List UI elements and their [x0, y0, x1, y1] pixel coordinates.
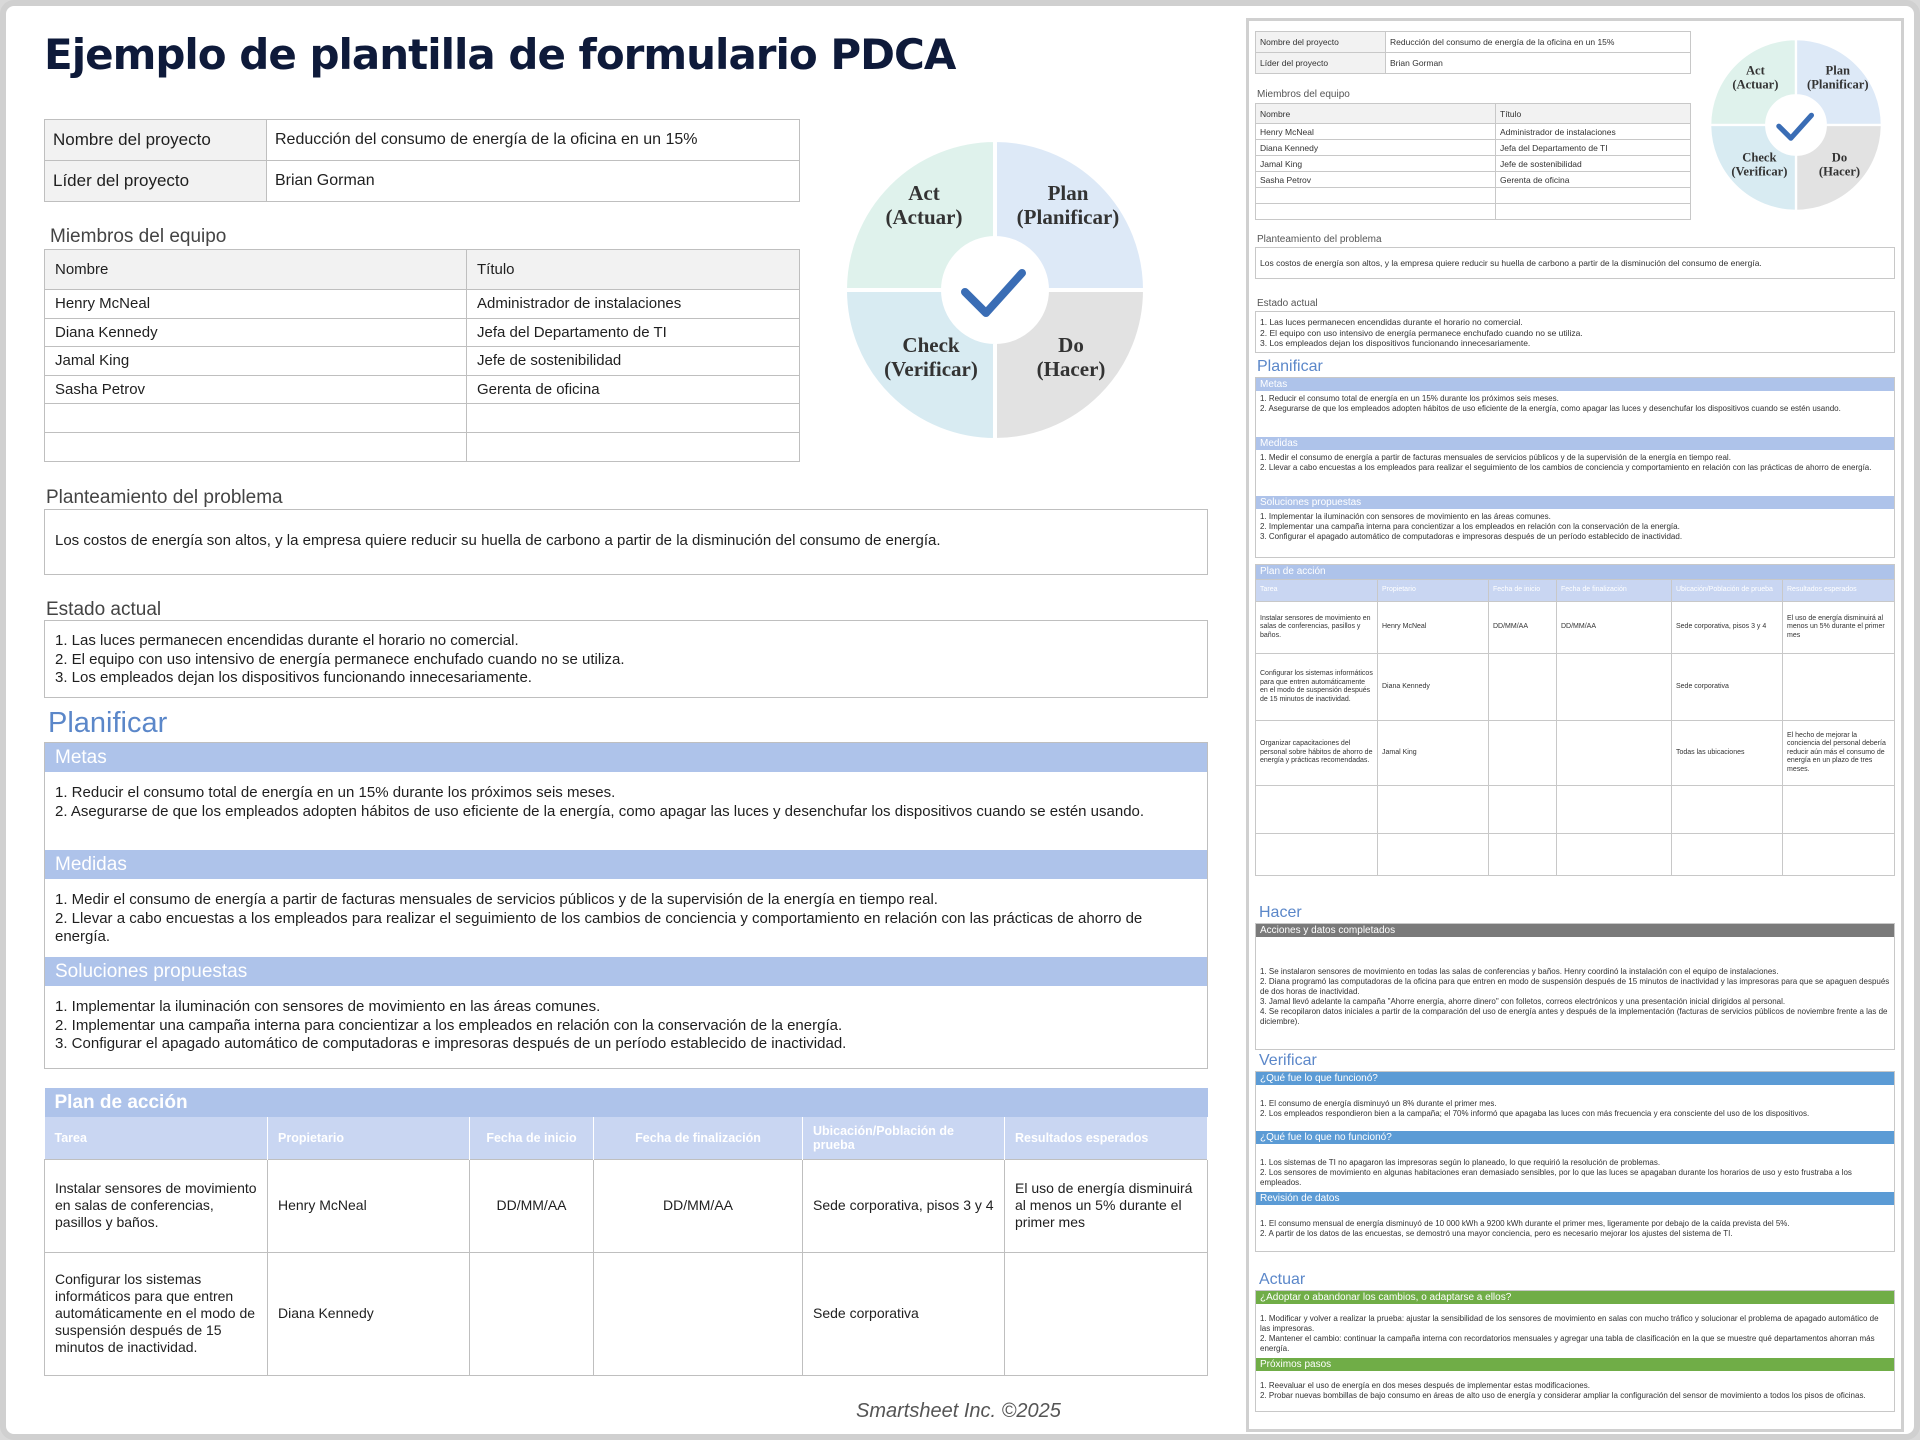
thumb-wheel-do-sub: (Hacer)	[1818, 164, 1861, 179]
thumb-project-lead-value: Brian Gorman	[1386, 53, 1691, 74]
team-col-name: Nombre	[45, 250, 467, 290]
action-end[interactable]	[594, 1252, 803, 1375]
thumb-action-task: Configurar los sistemas informáticos para que entren automáticamente en el modo de suspensión después de 15 minutos de inactividad.	[1256, 654, 1378, 721]
solutions-list	[55, 998, 1197, 1054]
solutions-header: Soluciones propuestas	[45, 957, 1207, 986]
list-item: 2. A partir de los datos de las encuestas, se demostró una mayor conciencia, pero es necesario mejorar los ajustes del sistema de TI.	[1260, 1229, 1733, 1238]
list-item: 1. Los sistemas de TI no apagaron las impresoras según lo planeado, lo que requirió la resolución de problemas.	[1260, 1158, 1661, 1167]
thumb-member-name: Diana Kennedy	[1256, 140, 1496, 156]
table-row	[45, 375, 800, 404]
action-col-owner: Propietario	[268, 1117, 470, 1159]
list-item: 2. Implementar una campaña interna para concientizar a los empleados en relación con la conservación de la energía.	[1260, 522, 1680, 531]
list-item: 1. Las luces permanecen encendidas durante el horario no comercial.	[1260, 317, 1523, 327]
thumb-wheel-act-label: Act	[1745, 63, 1765, 78]
list-item: 2. Probar nuevas bombillas de bajo consumo en áreas de alto uso de energía y considerar ampliar la configuración del sensor de movimiento a todos los pisos de oficinas.	[1260, 1391, 1866, 1400]
thumb-team-label: Miembros del equipo	[1257, 89, 1350, 100]
action-location[interactable]: Sede corporativa, pisos 3 y 4	[803, 1159, 1005, 1252]
action-plan-table	[44, 1088, 1208, 1376]
team-member-title[interactable]: Jefa del Departamento de TI	[467, 318, 800, 347]
team-member-name[interactable]	[45, 432, 467, 461]
action-col-task: Tarea	[45, 1117, 268, 1159]
list-item: 1. El consumo de energía disminuyó un 8% durante el primer mes.	[1260, 1099, 1497, 1108]
thumb-action-col: Fecha de inicio	[1489, 580, 1557, 602]
thumb-next-header: Próximos pasos	[1256, 1358, 1894, 1371]
list-item: 2. Los sensores de movimiento en algunas habitaciones eran demasiado sensibles, por lo que las luces se apagaban durante los horarios de uso y esto frustraba a los empleados.	[1260, 1168, 1852, 1187]
thumb-team-col-title: Título	[1496, 104, 1691, 124]
project-lead-label: Líder del proyecto	[45, 161, 267, 202]
thumb-check-mark-icon	[1779, 115, 1812, 138]
table-row	[1256, 654, 1895, 721]
current-state-box[interactable]	[44, 620, 1208, 698]
thumb-problem-label: Planteamiento del problema	[1257, 234, 1382, 245]
list-item: 1. Las luces permanecen encendidas durante el horario no comercial.	[55, 632, 519, 649]
wheel-check-label: Check	[902, 333, 960, 357]
thumb-action-owner: Henry McNeal	[1378, 602, 1489, 654]
thumb-member-name: Henry McNeal	[1256, 124, 1496, 140]
footer-copyright: Smartsheet Inc. ©2025	[856, 1400, 1061, 1422]
action-col-results: Resultados esperados	[1005, 1117, 1208, 1159]
thumb-member-name: Jamal King	[1256, 156, 1496, 172]
thumb-action-location: Sede corporativa, pisos 3 y 4	[1672, 602, 1783, 654]
thumb-act-section	[1255, 1290, 1895, 1412]
list-item: 1. Reducir el consumo total de energía en un 15% durante los próximos seis meses.	[1260, 394, 1559, 403]
thumb-goals-header: Metas	[1256, 378, 1894, 391]
problem-box[interactable]	[44, 509, 1208, 575]
team-label: Miembros del equipo	[50, 226, 227, 247]
project-name-label: Nombre del proyecto	[45, 120, 267, 161]
wheel-do-sub: (Hacer)	[1036, 357, 1106, 381]
thumb-check-section	[1255, 1071, 1895, 1252]
thumb-action-location: Sede corporativa	[1672, 654, 1783, 721]
list-item: 1. El consumo mensual de energía disminuyó de 10 000 kWh a 9200 kWh durante el primer mes, ligeramente por debajo de la caída prevista del 5%.	[1260, 1219, 1790, 1228]
thumb-wheel-do-label: Do	[1831, 150, 1848, 165]
action-task[interactable]: Instalar sensores de movimiento en salas de conferencias, pasillos y baños.	[45, 1159, 268, 1252]
thumb-do-header: Acciones y datos completados	[1256, 924, 1894, 937]
action-end[interactable]: DD/MM/AA	[594, 1159, 803, 1252]
project-lead-value[interactable]: Brian Gorman	[267, 161, 800, 202]
list-item: 2. Diana programó las computadoras de la oficina para que entren en modo de suspensión después de 15 minutos de inactividad y las impresoras para que se apaguen después de dos horas de inactividad.	[1260, 977, 1890, 996]
thumb-member-title: Gerenta de oficina	[1496, 172, 1691, 188]
team-member-name[interactable]: Sasha Petrov	[45, 375, 467, 404]
thumb-notworked-header: ¿Qué fue lo que no funcionó?	[1256, 1131, 1894, 1144]
document-thumbnail	[1246, 18, 1904, 1432]
thumb-check-heading: Verificar	[1259, 1052, 1317, 1069]
action-task[interactable]: Configurar los sistemas informáticos para que entren automáticamente en el modo de suspensión después de 15 minutos de inactividad.	[45, 1252, 268, 1375]
thumb-action-owner: Jamal King	[1378, 721, 1489, 786]
thumb-wheel-act-sub: (Actuar)	[1732, 77, 1779, 92]
thumb-problem-text: Los costos de energía son altos, y la empresa quiere reducir su huella de carbono a partir de la disminución del consumo de energía.	[1260, 258, 1762, 268]
table-row	[45, 404, 800, 433]
list-item: 1. Reducir el consumo total de energía en un 15% durante los próximos seis meses.	[55, 784, 616, 801]
team-table	[44, 249, 800, 462]
list-item: 3. Configurar el apagado automático de computadoras e impresoras después de un período establecido de inactividad.	[1260, 532, 1683, 541]
thumb-plan-heading: Planificar	[1257, 358, 1323, 375]
team-col-title: Título	[467, 250, 800, 290]
thumb-action-end: DD/MM/AA	[1557, 602, 1672, 654]
table-row	[45, 347, 800, 376]
action-col-end: Fecha de finalización	[594, 1117, 803, 1159]
thumb-do-section	[1255, 923, 1895, 1050]
project-info-table	[44, 119, 800, 202]
thumb-act-heading: Actuar	[1259, 1271, 1306, 1288]
goals-list	[55, 784, 1197, 821]
team-member-title[interactable]: Administrador de instalaciones	[467, 290, 800, 319]
thumb-problem-box	[1255, 247, 1895, 279]
list-item: 1. Se instalaron sensores de movimiento en todas las salas de conferencias y baños. Henry coordinó la instalación con el equipo de instalaciones.	[1260, 967, 1779, 976]
team-member-title[interactable]	[467, 432, 800, 461]
thumb-wheel-plan-label: Plan	[1825, 63, 1851, 78]
measures-body[interactable]	[45, 879, 1207, 957]
thumb-plan-section	[1255, 377, 1895, 558]
thumb-project-lead-label: Líder del proyecto	[1256, 53, 1386, 74]
table-row	[45, 1252, 1208, 1375]
wheel-do-label: Do	[1058, 333, 1084, 357]
thumb-project-table	[1255, 31, 1691, 74]
list-item: 2. El equipo con uso intensivo de energía permanece enchufado cuando no se utiliza.	[55, 650, 625, 668]
wheel-plan-sub: (Planificar)	[1016, 205, 1120, 229]
thumb-action-owner: Diana Kennedy	[1378, 654, 1489, 721]
thumb-action-col: Fecha de finalización	[1557, 580, 1672, 602]
thumb-action-col: Tarea	[1256, 580, 1378, 602]
thumb-member-title: Jefe de sostenibilidad	[1496, 156, 1691, 172]
wheel-act-label: Act	[908, 181, 940, 205]
thumb-review-header: Revisión de datos	[1256, 1192, 1894, 1205]
thumb-action-end	[1557, 654, 1672, 721]
thumb-action-results	[1783, 654, 1895, 721]
thumb-action-start	[1489, 654, 1557, 721]
thumb-member-name: Sasha Petrov	[1256, 172, 1496, 188]
goals-body[interactable]	[45, 772, 1207, 850]
list-item: 2. Los empleados respondieron bien a la campaña; el 70% informó que apagaba las luces con más frecuencia y era consciente del uso de los dispositivos.	[1260, 1109, 1810, 1118]
table-row	[1256, 721, 1895, 786]
table-row	[45, 1159, 1208, 1252]
problem-text: Los costos de energía son altos, y la empresa quiere reducir su huella de carbono a partir de la disminución del consumo de energía.	[55, 532, 941, 549]
thumb-pdca-wheel	[1701, 39, 1891, 211]
thumb-action-col: Propietario	[1378, 580, 1489, 602]
list-item: 3. Jamal llevó adelante la campaña "Ahorre energía, ahorre dinero" con folletos, correos electrónicos y una presentación inicial dirigidos al personal.	[1260, 997, 1786, 1006]
thumb-wheel-check-sub: (Verificar)	[1731, 164, 1788, 179]
table-row	[45, 318, 800, 347]
thumb-action-start: DD/MM/AA	[1489, 602, 1557, 654]
table-row	[1256, 602, 1895, 654]
thumb-action-task: Instalar sensores de movimiento en salas de conferencias, pasillos y baños.	[1256, 602, 1378, 654]
list-item: 3. Los empleados dejan los dispositivos funcionando innecesariamente.	[55, 669, 532, 686]
pdca-wheel	[829, 140, 1161, 440]
thumb-wheel-check-label: Check	[1742, 150, 1777, 165]
goals-header: Metas	[45, 743, 1207, 772]
thumb-solutions-header: Soluciones propuestas	[1256, 496, 1894, 509]
list-item: 1. Medir el consumo de energía a partir de facturas mensuales de servicios públicos y de la supervisión de la energía en tiempo real.	[1260, 453, 1731, 462]
thumb-project-name-label: Nombre del proyecto	[1256, 32, 1386, 53]
measures-header: Medidas	[45, 850, 1207, 879]
thumb-action-col: Resultados esperados	[1783, 580, 1895, 602]
team-member-name[interactable]: Jamal King	[45, 347, 467, 376]
list-item: 1. Reevaluar el uso de energía en dos meses después de implementar estas modificaciones.	[1260, 1381, 1590, 1390]
list-item: 2. Llevar a cabo encuestas a los empleados para realizar el seguimiento de los cambios de conciencia y comportamiento en relación con las prácticas de ahorro de energía.	[55, 909, 1143, 945]
project-name-value[interactable]: Reducción del consumo de energía de la oficina en un 15%	[267, 120, 800, 161]
thumb-member-title: Jefa del Departamento de TI	[1496, 140, 1691, 156]
thumb-current-box	[1255, 311, 1895, 353]
thumb-action-results: El uso de energía disminuirá al menos un 5% durante el primer mes	[1783, 602, 1895, 654]
action-location[interactable]: Sede corporativa	[803, 1252, 1005, 1375]
thumb-worked-header: ¿Qué fue lo que funcionó?	[1256, 1072, 1894, 1085]
team-member-name[interactable]: Diana Kennedy	[45, 318, 467, 347]
thumb-member-title: Administrador de instalaciones	[1496, 124, 1691, 140]
thumb-project-name-value: Reducción del consumo de energía de la oficina en un 15%	[1386, 32, 1691, 53]
thumb-action-col: Ubicación/Población de prueba	[1672, 580, 1783, 602]
thumb-do-heading: Hacer	[1259, 904, 1302, 921]
list-item: 1. Implementar la iluminación con sensores de movimiento en las áreas comunes.	[1260, 512, 1551, 521]
action-plan-header: Plan de acción	[45, 1088, 1208, 1117]
thumb-action-end	[1557, 721, 1672, 786]
thumb-action-location: Todas las ubicaciones	[1672, 721, 1783, 786]
list-item: 2. Asegurarse de que los empleados adopten hábitos de uso eficiente de la energía, como apagar las luces y desenchufar los dispositivos cuando se estén usando.	[1260, 404, 1841, 413]
plan-heading: Planificar	[48, 707, 168, 739]
thumb-action-start	[1489, 721, 1557, 786]
action-col-start: Fecha de inicio	[470, 1117, 594, 1159]
list-item: 4. Se recopilaron datos iniciales a partir de la comparación del uso de energía antes y después de la implementación (facturas de servicios públicos de noviembre frente a las de diciembre).	[1260, 1007, 1888, 1026]
team-member-title[interactable]: Jefe de sostenibilidad	[467, 347, 800, 376]
team-member-title[interactable]: Gerenta de oficina	[467, 375, 800, 404]
action-owner[interactable]: Diana Kennedy	[268, 1252, 470, 1375]
thumb-action-task: Organizar capacitaciones del personal sobre hábitos de ahorro de energía y prácticas recomendadas.	[1256, 721, 1378, 786]
list-item: 2. Asegurarse de que los empleados adopten hábitos de uso eficiente de la energía, como apagar las luces y desenchufar los dispositivos cuando se estén usando.	[55, 802, 1145, 820]
team-member-name[interactable]: Henry McNeal	[45, 290, 467, 319]
thumb-action-results: El hecho de mejorar la conciencia del personal debería reducir aún más el consumo de energía en un plazo de tres meses.	[1783, 721, 1895, 786]
check-mark-icon	[965, 273, 1022, 313]
team-member-name[interactable]	[45, 404, 467, 433]
wheel-check-sub: (Verificar)	[884, 357, 978, 381]
table-row	[45, 290, 800, 319]
thumb-team-col-name: Nombre	[1256, 104, 1496, 124]
wheel-act-sub: (Actuar)	[885, 205, 963, 229]
action-start[interactable]: DD/MM/AA	[470, 1159, 594, 1252]
current-state-label: Estado actual	[46, 599, 162, 620]
action-results[interactable]: El uso de energía disminuirá al menos un 5% durante el primer mes	[1005, 1159, 1208, 1252]
list-item: 2. Implementar una campaña interna para concientizar a los empleados en relación con la conservación de la energía.	[55, 1016, 843, 1034]
action-owner[interactable]: Henry McNeal	[268, 1159, 470, 1252]
thumb-action-header: Plan de acción	[1256, 565, 1895, 580]
wheel-plan-label: Plan	[1047, 181, 1089, 205]
thumb-wheel-plan-sub: (Planificar)	[1807, 77, 1869, 92]
action-start[interactable]	[470, 1252, 594, 1375]
measures-list	[55, 891, 1197, 947]
list-item: 1. Modificar y volver a realizar la prueba: ajustar la sensibilidad de los sensores de movimiento en salas con mucho tráfico y solucionar el problema de apagado automático de las impresoras.	[1260, 1314, 1879, 1333]
list-item: 3. Configurar el apagado automático de computadoras e impresoras después de un período establecido de inactividad.	[55, 1035, 847, 1052]
action-results[interactable]	[1005, 1252, 1208, 1375]
thumb-action-plan-table	[1255, 564, 1895, 876]
list-item: 3. Los empleados dejan los dispositivos funcionando innecesariamente.	[1260, 338, 1531, 348]
list-item: 1. Medir el consumo de energía a partir de facturas mensuales de servicios públicos y de la supervisión de la energía en tiempo real.	[55, 891, 938, 908]
thumb-measures-header: Medidas	[1256, 437, 1894, 450]
thumb-adopt-header: ¿Adoptar o abandonar los cambios, o adaptarse a ellos?	[1256, 1291, 1894, 1304]
list-item: 2. El equipo con uso intensivo de energía permanece enchufado cuando no se utiliza.	[1260, 327, 1583, 338]
list-item: 2. Mantener el cambio: continuar la campaña interna con recordatorios mensuales y agregar una tabla de clasificación en la que se muestre qué departamentos ahorran más energía.	[1260, 1334, 1875, 1353]
thumb-current-label: Estado actual	[1257, 298, 1318, 309]
plan-section	[44, 742, 1208, 1069]
problem-label: Planteamiento del problema	[46, 487, 283, 508]
table-row	[45, 432, 800, 461]
page-title: Ejemplo de plantilla de formulario PDCA	[44, 30, 956, 79]
solutions-body[interactable]	[45, 986, 1207, 1068]
team-member-title[interactable]	[467, 404, 800, 433]
current-state-list	[55, 632, 1197, 688]
list-item: 2. Llevar a cabo encuestas a los empleados para realizar el seguimiento de los cambios de conciencia y comportamiento en relación con las prácticas de ahorro de energía.	[1260, 463, 1872, 472]
thumb-team-table	[1255, 103, 1691, 220]
action-col-location: Ubicación/Población de prueba	[803, 1117, 1005, 1159]
list-item: 1. Implementar la iluminación con sensores de movimiento en las áreas comunes.	[55, 998, 601, 1015]
